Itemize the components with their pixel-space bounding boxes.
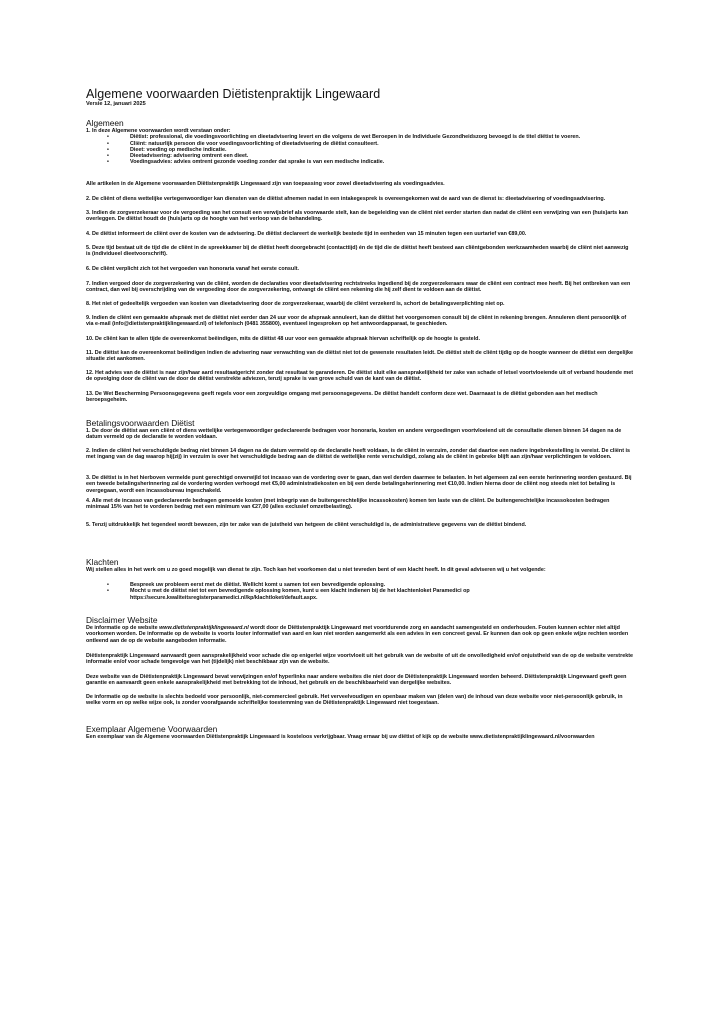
website-link[interactable]: www.dietistenpraktijklingewaard.nl xyxy=(159,625,249,631)
section-heading-klachten: Klachten xyxy=(86,557,119,567)
article-9: 9. Indien de cliënt een gemaakte afspraak met de diëtist niet eerder dan 24 uur voor de afspraak annuleert, kan de diëtist het voorgenomen consult bij de cliënt in rekening brengen. Annuleren dient persoonlijk of via e-mail (info@dietistenpraktijklingewaard.nl) of telefonisch (0481 355800), eventueel ingesproken op het antwoordapparaat, te geschieden. xyxy=(86,315,627,328)
article-7: 7. Indien vergoed door de zorgverzekering van de cliënt, worden de declaraties voor dieetadvisering rechtstreeks ingediend bij de zorgverzekeraars waar de cliënt een contract mee heeft. Bij het ontbreken van een contract, dan wel bij overschrijding van de vergoeding door de zorgverzekering, ontvangt de cliënt een rekening die hij zelf dient te voldoen aan de diëtist. xyxy=(86,281,631,294)
section-exemplaar xyxy=(86,725,634,740)
bullet-icon: • xyxy=(107,146,109,153)
article-5: 5. Deze tijd bestaat uit de tijd die de cliënt in de spreekkamer bij de diëtist heeft doorgebracht (contacttijd) én de tijd die de diëtist heeft besteed aan cliëntgebonden werkzaamheden waarbij de cliënt niet aanwezig is (individueel dieetvoorschrift). xyxy=(86,245,629,258)
bullet-icon: • xyxy=(107,588,109,595)
exemplaar-paragraph: Een exemplaar van de Algemene voorwaarden Diëtistenpraktijk Lingewaard is kosteloos verkrijgbaar. Vraag ernaar bij uw diëtist of kijk op de website www.dietistenpraktijklingewaard.nl/voorwaarden xyxy=(86,734,595,740)
complaints-item: • Bespreek uw probleem eerst met de diëtist. Wellicht komt u samen tot een bevredigende oplossing. xyxy=(107,582,386,588)
document-version: Versie 12, januari 2025 xyxy=(86,101,146,107)
payment-article-5: 5. Tenzij uitdrukkelijk het tegendeel wordt bewezen, zijn ter zake van de juistheid van hetgeen de cliënt verschuldigd is, de administratieve gegevens van de diëtist bindend. xyxy=(86,522,527,528)
section-heading-betaling: Betalingsvoorwaarden Diëtist xyxy=(86,418,195,428)
section-betaling xyxy=(86,419,634,441)
definition-item: • Dieetadvisering: advisering omtrent een dieet. xyxy=(107,153,249,160)
payment-article-3: 3. De diëtist is in het hierboven vermelde punt gerechtigd onverwijld tot incasso van de vordering over te gaan, dan wel derden daarmee te belasten. In het algemeen zal een eerste herinnering worden gestuurd. Bij een tweede betalingsherinnering zal de vordering worden verhoogd met €5,00 administratiekosten en bij een derde betalingsherinnering met €10,00. Indien hierna door de cliënt nog steeds niet tot betaling is overgegaan, wordt een incassobureau ingeschakeld. xyxy=(86,475,632,494)
bullet-icon: • xyxy=(107,582,109,588)
section-heading-algemeen: Algemeen xyxy=(86,118,124,128)
disclaimer-paragraph-4: De informatie op de website is slechts bedoeld voor persoonlijk, niet-commercieel gebruik. Het verveelvoudigen en openbaar maken van (delen van) de inhoud van deze website voor niet-persoonlijk gebruik, in welke vorm en op welke wijze ook, is zonder voorafgaande schriftelijke toestemming van de Diëtistenpraktijk Lingewaard niet toegestaan. xyxy=(86,694,623,707)
section-klachten xyxy=(86,558,634,573)
payment-article-4: 4. Alle met de incasso van gedeclareerde bedragen gemoeide kosten (met inbegrip van de buitengerechtelijke incassokosten) komen ten laste van de cliënt. De buitengerechtelijke incassokosten bedragen minimaal 15% van het te vorderen bedrag met een minimum van €27,00 (alles exclusief omzetbelasting). xyxy=(86,498,610,511)
article-13: 13. De Wet Bescherming Persoonsgegevens geeft regels voor een zorgvuldige omgang met persoonsgegevens. De diëtist handelt conform deze wet. Daarnaast is de diëtist gebonden aan het medisch beroepsgeheim. xyxy=(86,391,598,404)
definition-item: • Dieet: voeding op medische indicatie. xyxy=(107,146,227,153)
article-6: 6. De cliënt verplicht zich tot het vergoeden van honoraria vanaf het eerste consult. xyxy=(86,266,299,272)
bullet-icon: • xyxy=(107,140,109,147)
article-11: 11. De diëtist kan de overeenkomst beëindigen indien de advisering naar verwachting van de diëtist niet tot de gewenste resultaten leidt. De diëtist stelt de cliënt tijdig op de hoogte wanneer de diëtist een dergelijke situatie ziet aankomen. xyxy=(86,350,633,363)
disclaimer-paragraph-2: Diëtistenpraktijk Lingewaard aanvaardt geen aansprakelijkheid voor schade die op enigerlei wijze voortvloeit uit het gebruik van de website of uit de onvolledigheid en/of onjuistheid van de op de website verstrekte informatie en/of voor schade tengevolge van het (tijdelijk) niet beschikbaar zijn van de website. xyxy=(86,653,633,666)
article-10: 10. De cliënt kan te allen tijde de overeenkomst beëindigen, mits de diëtist 48 uur voor een gemaakte afspraak hiervan schriftelijk op de hoogte is gesteld. xyxy=(86,336,480,342)
bullet-icon: • xyxy=(107,153,109,160)
complaints-item: • Mocht u met de diëtist niet tot een bevredigende oplossing komen, kunt u een klacht indienen bij de het klachtenloket Paramedici op https://secure.kwaliteitsregisterparamedici.nl/kp/klachtloket/default.aspx. xyxy=(107,588,470,601)
definition-item: • Voedingsadvies: advies omtrent gezonde voeding zonder dat sprake is van een medische indicatie. xyxy=(107,159,385,166)
definition-item: • Cliënt: natuurlijk persoon die voor voedingsvoorlichting of dieetadvisering de diëtist consulteert. xyxy=(107,140,379,147)
section-heading-exemplaar: Exemplaar Algemene Voorwaarden xyxy=(86,724,218,734)
section-disclaimer xyxy=(86,616,634,644)
applicability-paragraph: Alle artikelen in de Algemene voorwaarden Diëtistenpraktijk Lingewaard zijn van toepassing voor zowel dieetadvisering als voedingsadvies. xyxy=(86,181,445,187)
complaints-intro: Wij stellen alles in het werk om u zo goed mogelijk van dienst te zijn. Toch kan het voorkomen dat u niet tevreden bent of een klacht heeft. In dit geval adviseren wij u het volgende: xyxy=(86,567,546,573)
article-8: 8. Het niet of gedeeltelijk vergoeden van kosten van dieetadvisering door de zorgverzekeraar, waarbij de cliënt verzekerd is, schort de betalingsverplichting niet op. xyxy=(86,301,505,307)
disclaimer-paragraph-1: De informatie op de website www.dietistenpraktijklingewaard.nl wordt door de Diëtistenpraktijk Lingewaard met voortdurende zorg en aandacht samengesteld en onderhouden. Fouten kunnen echter niet altijd voorkomen worden. De informatie op de website is voorts louter informatief van aard en kan niet worden aangemerkt als een advies in een concreet geval. Er kunnen dan ook op geen enkele wijze rechten worden ontleend aan de op de website aangeboden informatie. xyxy=(86,625,629,644)
payment-article-1: 1. De door de diëtist aan een cliënt of diens wettelijke vertegenwoordiger gedeclareerde bedragen voor honoraria, kosten en andere vergoedingen voortvloeiend uit de consultatie dienen binnen 14 dagen na de datum vermeld op de declaratie te worden voldaan. xyxy=(86,428,622,441)
bullet-icon: • xyxy=(107,134,109,141)
article-2: 2. De cliënt of diens wettelijke vertegenwoordiger kan diensten van de diëtist afnemen nadat in een intakegesprek is overeengekomen wat de aard van de dienst is: dieetadvisering of voedingsadvisering. xyxy=(86,196,606,202)
article-4: 4. De diëtist informeert de cliënt over de kosten van de advisering. De diëtist declareert de werkelijk bestede tijd in eenheden van 15 minuten tegen een uurtarief van €89,00. xyxy=(86,231,527,237)
document-title: Algemene voorwaarden Diëtistenpraktijk Lingewaard xyxy=(86,87,381,101)
section-algemeen xyxy=(86,119,634,166)
bullet-icon: • xyxy=(107,159,109,166)
section-heading-disclaimer: Disclaimer Website xyxy=(86,615,158,625)
article-3: 3. Indien de zorgverzekeraar voor de vergoeding van het consult een verwijsbrief als voorwaarde stelt, kan de begeleiding van de cliënt niet eerder starten dan nadat de cliënt een verwijzing van een (huis)arts kan overleggen. De diëtist houdt de (huis)arts op de hoogte van het verloop van de behandeling. xyxy=(86,210,628,223)
article-12: 12. Het advies van de diëtist is naar zijn/haar aard resultaatgericht zonder dat resultaat te garanderen. De diëtist sluit elke aansprakelijkheid ter zake van schade of letsel voortvloeiende uit of verband houdende met de opvolging door de cliënt van de door de diëtist verstrekte adviezen, tenzij sprake is van grove schuld van de kant van de diëtist. xyxy=(86,370,634,383)
article-1-intro: 1. In deze Algemene voorwaarden wordt verstaan onder: xyxy=(86,128,231,134)
definition-item: • Diëtist: professional, die voedingsvoorlichting en dieetadvisering levert en die volgens de wet Beroepen in de Individuele Gezondheidszorg bevoegd is de titel diëtist te voeren. xyxy=(107,134,581,141)
payment-article-2: 2. Indien de cliënt het verschuldigde bedrag niet binnen 14 dagen na de datum vermeld op de declaratie heeft voldaan, is de cliënt in verzuim, zonder dat daartoe een nadere ingebrekestelling is vereist. De cliënt is met ingang van de dag waarop hij(zij) in verzuim is over het verschuldigde bedrag aan de diëtist de wettelijke rente verschuldigd, zolang als de cliënt in gebreke blijft aan zijn/haar verplichtingen te voldoen. xyxy=(86,448,631,461)
disclaimer-paragraph-3: Deze website van de Diëtistenpraktijk Lingewaard bevat verwijzingen en/of hyperlinks naar andere websites die niet door de Diëtistenpraktijk Lingewaard worden beheerd. Diëtistenpraktijk Lingewaard geeft geen garantie en aanvaardt geen enkele aansprakelijkheid met betrekking tot de inhoud, het gebruik en de beschikbaarheid van dergelijke websites. xyxy=(86,674,627,687)
